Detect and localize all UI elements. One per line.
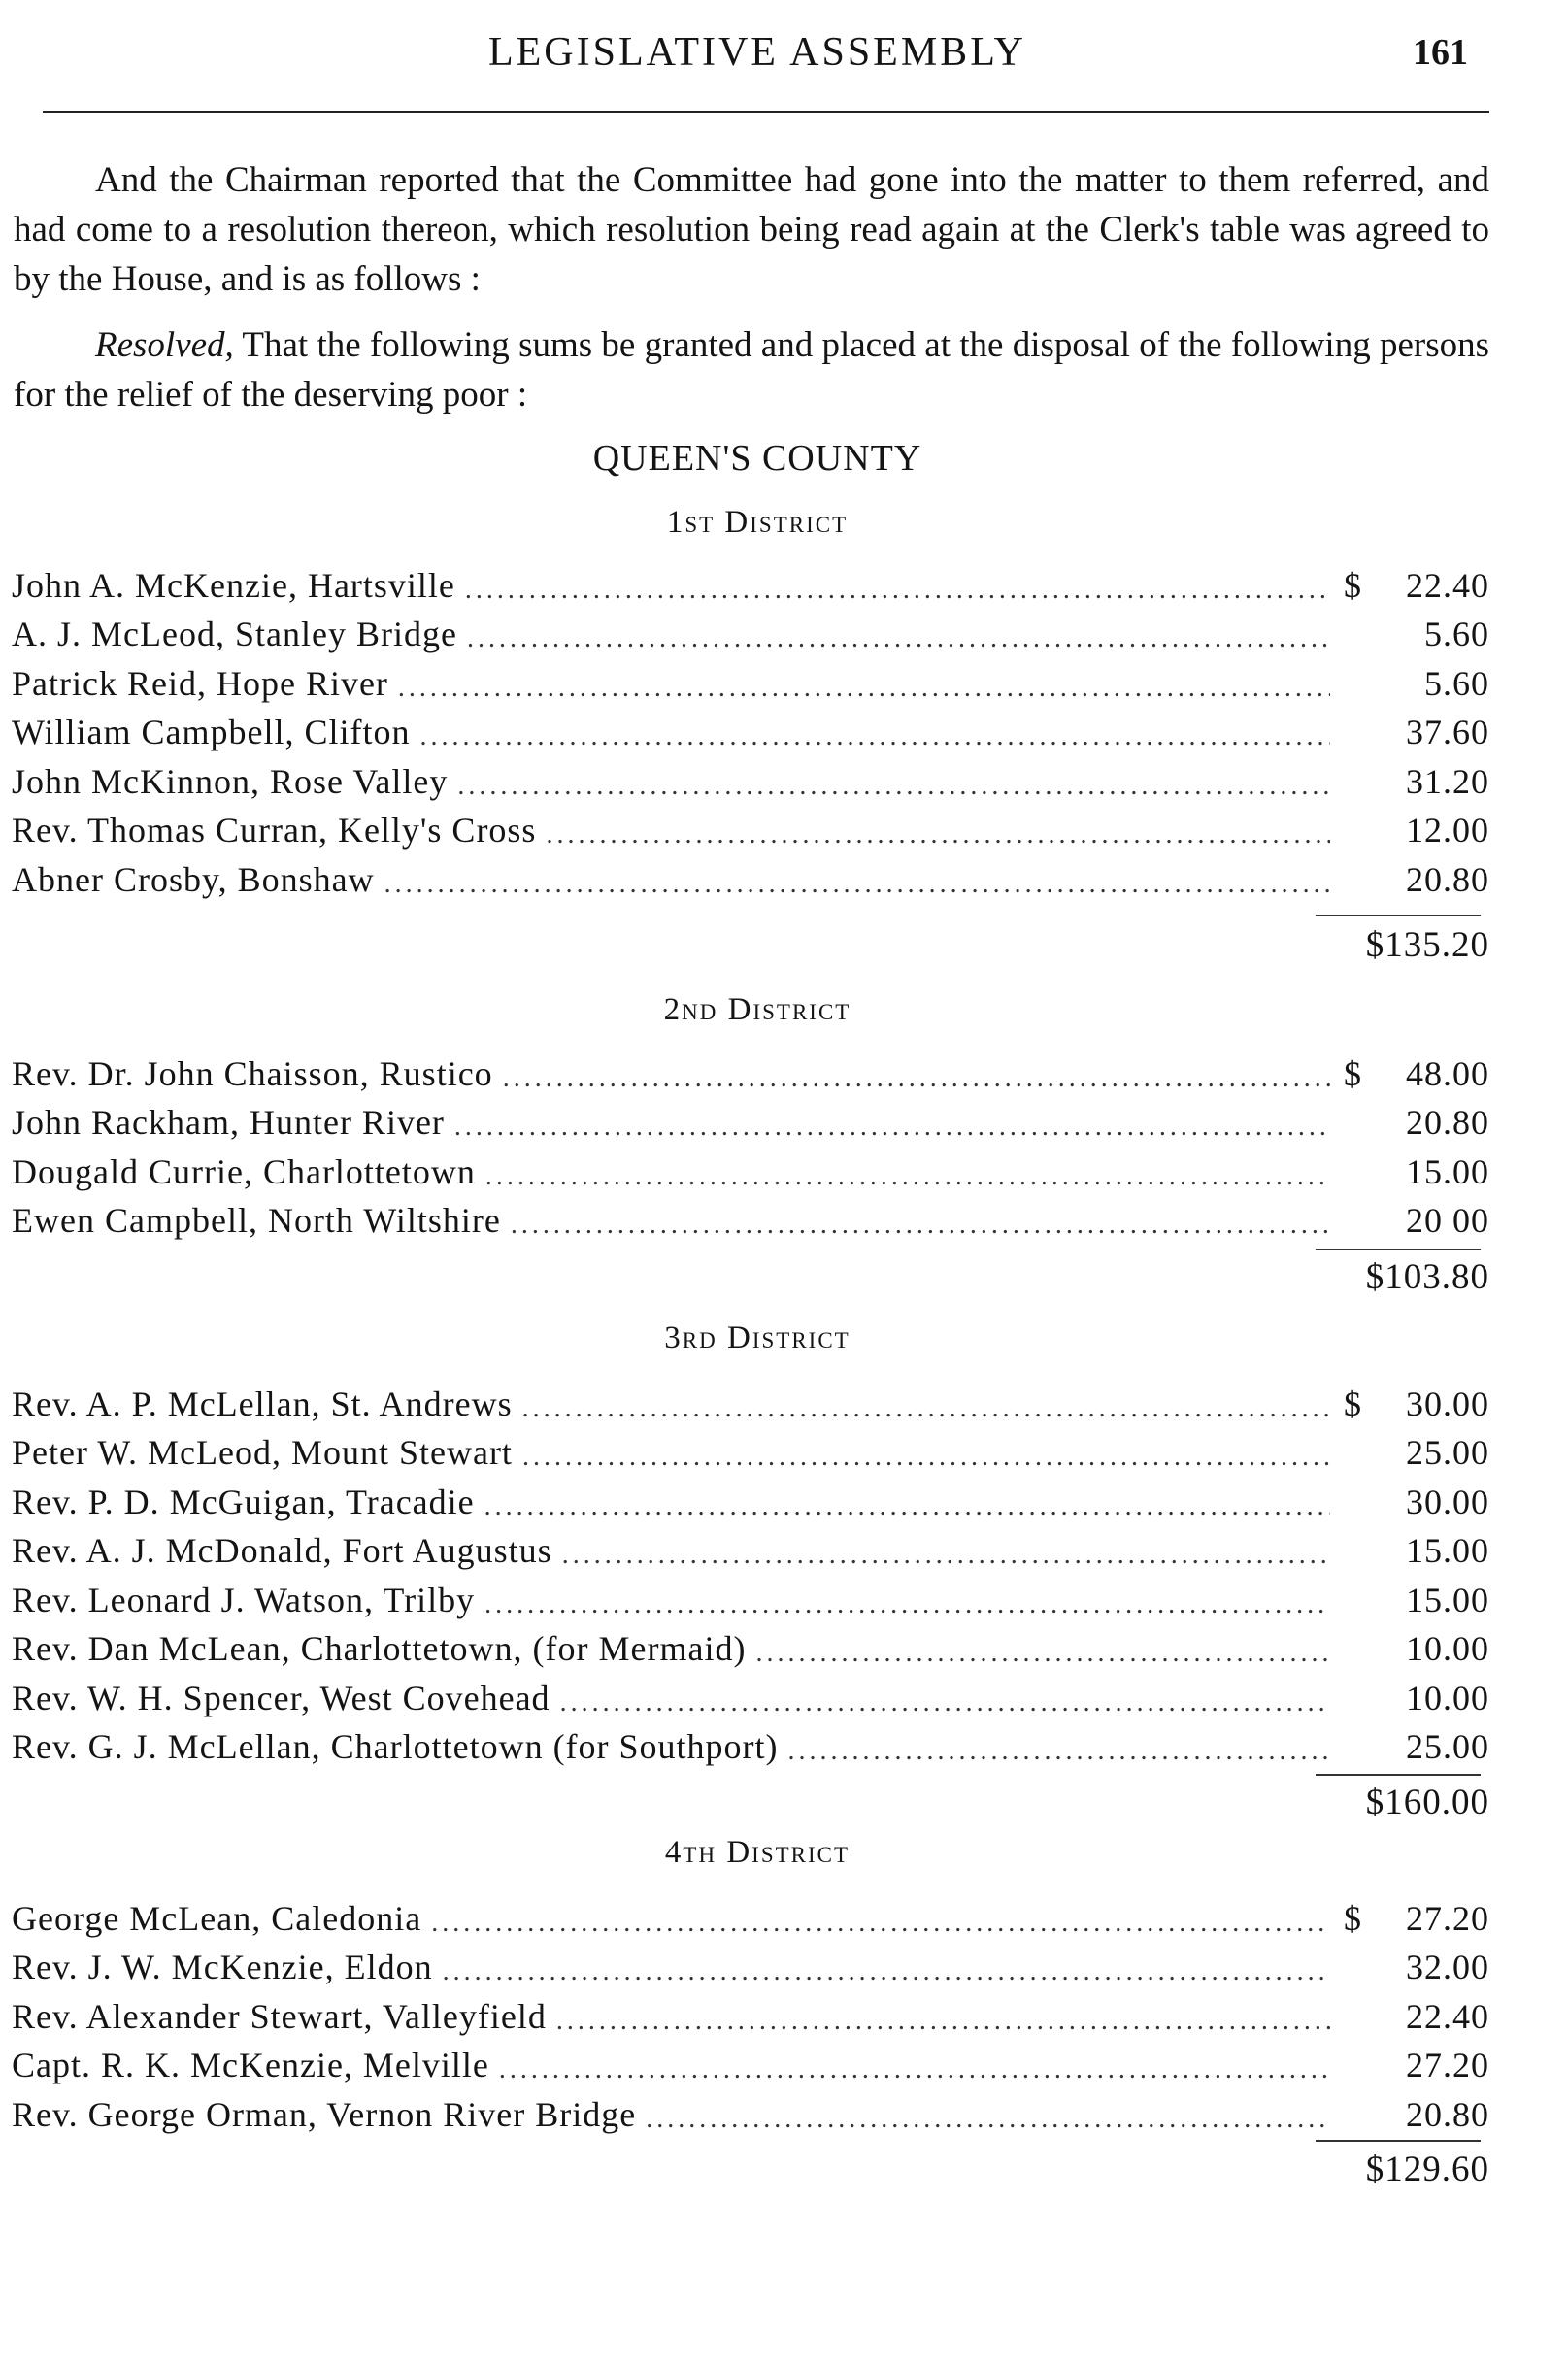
header-title: LEGISLATIVE ASSEMBLY [488,30,1026,75]
amount: 15.00 [1406,1151,1489,1191]
dollar-sign: $ [1344,1053,1362,1093]
dot-leader [755,1639,1330,1668]
recipient-name: Rev. Dan McLean, Charlottetown, (for Mermaid) [12,1629,747,1668]
list-item [12,1619,1489,1669]
recipient-name: Dougald Currie, Charlottetown [12,1151,476,1191]
dot-leader [454,1113,1330,1142]
recipient-name: A. J. McLeod, Stanley Bridge [12,615,457,653]
resolution-text: That the following sums be granted and placed at the disposal of the following persons for the relief of the deserving poor : [14,325,1489,415]
dot-leader [511,1211,1330,1240]
recipient-name: Rev. A. P. McLellan, St. Andrews [12,1383,513,1423]
district-3-list [12,1374,1489,1766]
dollar-sign: $ [1344,1383,1362,1423]
dot-leader [503,1064,1330,1093]
list-item [12,1191,1489,1241]
recipient-name: George McLean, Caledonia [12,1898,422,1938]
subtotal-rule [1316,915,1481,916]
list-item [12,850,1489,899]
amount: 20.80 [1406,1103,1489,1142]
amount: 27.20 [1406,2046,1489,2084]
dot-leader [398,674,1330,703]
amount: 22.40 [1406,1996,1489,2036]
amount: 10.00 [1406,1678,1489,1717]
list-item [12,1521,1489,1571]
district-subtotal: $135.20 [1365,925,1489,965]
list-item [12,605,1489,654]
amount: 27.20 [1406,1898,1489,1938]
recipient-name: William Campbell, Clifton [12,713,411,751]
dot-leader [457,772,1330,801]
district-subtotal: $160.00 [1365,1783,1489,1822]
page-number: 161 [1413,32,1468,73]
dot-leader [467,624,1330,653]
list-item [12,1668,1489,1717]
subtotal-rule [1316,2140,1481,2142]
dot-leader [499,2055,1330,2084]
dot-leader [556,2007,1330,2036]
recipient-name: Ewen Campbell, North Wiltshire [12,1201,501,1240]
running-header [0,29,1568,87]
list-item [12,1472,1489,1521]
amount: 30.00 [1406,1482,1489,1521]
recipient-name: Rev. Thomas Curran, Kelly's Cross [12,811,537,850]
dot-leader [560,1688,1330,1717]
district-heading: 4th District [664,1835,851,1870]
recipient-name: John McKinnon, Rose Valley [12,761,449,801]
recipient-name: Rev. G. J. McLellan, Charlottetown (for Southport) [12,1727,779,1766]
list-item [12,555,1489,605]
dot-leader [522,1394,1330,1423]
dot-leader [384,870,1330,899]
intro-text: And the Chairman reported that the Committee had gone into the matter to them referred, and had come to a resolution thereon, which resolution being read again at the Clerk's table was agreed to by the House, and is as follows : [14,160,1489,299]
district-subtotal: $103.80 [1365,1257,1489,1297]
recipient-name: John A. McKenzie, Hartsville [12,565,455,605]
amount: 48.00 [1406,1053,1489,1093]
list-item [12,751,1489,801]
district-heading: 1st District [666,505,849,540]
dot-leader [484,1492,1330,1521]
recipient-name: Peter W. McLeod, Mount Stewart [12,1433,513,1472]
list-item [12,703,1489,752]
recipient-name: Rev. Alexander Stewart, Valleyfield [12,1996,547,2036]
amount: 5.60 [1424,615,1489,653]
recipient-name: Rev. W. H. Spencer, West Covehead [12,1678,550,1717]
resolved-word: Resolved, [95,325,234,365]
dot-leader [484,1590,1330,1619]
list-item [12,1570,1489,1619]
amount: 20.80 [1406,859,1489,899]
list-item [12,2036,1489,2085]
list-item [12,1142,1489,1191]
recipient-name: Capt. R. K. McKenzie, Melville [12,2046,489,2084]
amount: 32.00 [1406,1948,1489,1986]
recipient-name: Abner Crosby, Bonshaw [12,859,375,899]
amount: 30.00 [1406,1383,1489,1423]
amount: 20 00 [1406,1201,1489,1240]
county-heading: QUEEN'S COUNTY [592,438,922,479]
amount: 10.00 [1406,1629,1489,1668]
amount: 22.40 [1406,565,1489,605]
list-item [12,1374,1489,1423]
recipient-name: Patrick Reid, Hope River [12,663,388,703]
intro-paragraph [14,155,1489,304]
list-item [12,1986,1489,2036]
recipient-name: John Rackham, Hunter River [12,1103,445,1142]
amount: 5.60 [1424,663,1489,703]
district-heading: 2nd District [663,992,851,1027]
dot-leader [485,1162,1330,1191]
recipient-name: Rev. Dr. John Chaisson, Rustico [12,1053,493,1093]
district-subtotal: $129.60 [1365,2149,1489,2189]
resolution-paragraph [14,320,1489,419]
amount: 15.00 [1406,1531,1489,1570]
dollar-sign: $ [1344,1898,1362,1938]
district-1-list [12,555,1489,899]
dot-leader [546,820,1330,850]
list-item [12,801,1489,850]
dot-leader [431,1909,1330,1938]
list-item [12,1938,1489,1987]
amount: 15.00 [1406,1580,1489,1619]
list-item [12,1044,1489,1093]
dot-leader [443,1957,1330,1986]
list-item [12,1717,1489,1767]
amount: 20.80 [1406,2094,1489,2134]
recipient-name: Rev. P. D. McGuigan, Tracadie [12,1482,475,1521]
dollar-sign: $ [1344,565,1362,605]
list-item [12,653,1489,703]
recipient-name: Rev. A. J. McDonald, Fort Augustus [12,1531,552,1570]
district-4-list [12,1888,1489,2134]
recipient-name: Rev. George Orman, Vernon River Bridge [12,2094,637,2134]
dot-leader [788,1737,1330,1766]
amount: 37.60 [1406,713,1489,751]
dot-leader [420,722,1330,751]
recipient-name: Rev. Leonard J. Watson, Trilby [12,1580,476,1619]
dot-leader [465,576,1330,605]
subtotal-rule [1316,1774,1481,1776]
list-item [12,1888,1489,1938]
amount: 25.00 [1406,1727,1489,1766]
list-item [12,1423,1489,1473]
dot-leader [562,1541,1330,1570]
amount: 12.00 [1406,811,1489,850]
amount: 31.20 [1406,761,1489,801]
district-heading: 3rd District [664,1320,851,1355]
subtotal-rule [1316,1249,1481,1250]
dot-leader [522,1443,1330,1472]
list-item [12,2084,1489,2134]
header-rule [43,111,1489,113]
recipient-name: Rev. J. W. McKenzie, Eldon [12,1948,433,1986]
district-2-list [12,1044,1489,1240]
list-item [12,1093,1489,1143]
dot-leader [646,2105,1330,2134]
amount: 25.00 [1406,1433,1489,1472]
